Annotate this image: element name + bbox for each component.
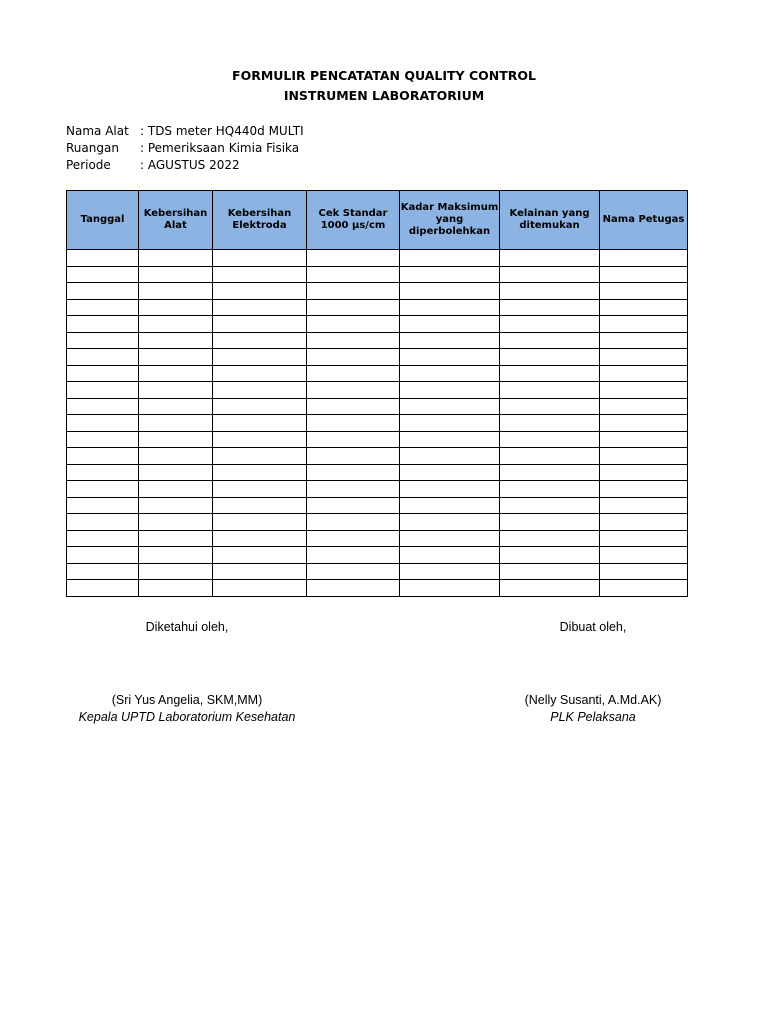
table-cell[interactable] [500,514,600,531]
table-cell[interactable] [67,250,139,267]
table-row [67,497,688,514]
table-cell[interactable] [500,349,600,366]
table-row [67,349,688,366]
table-cell[interactable] [600,547,688,564]
table-cell[interactable] [139,332,213,349]
table-row [67,332,688,349]
table-cell[interactable] [307,250,400,267]
table-cell[interactable] [139,398,213,415]
table-cell[interactable] [67,398,139,415]
table-cell[interactable] [500,316,600,333]
table-cell[interactable] [400,448,500,465]
signature-right-name: (Nelly Susanti, A.Md.AK) [524,693,662,707]
table-cell[interactable] [213,547,307,564]
table-cell[interactable] [600,332,688,349]
meta-row-periode [66,157,304,174]
table-cell[interactable] [600,283,688,300]
form-title-line2: INSTRUMEN LABORATORIUM [283,88,485,103]
table-cell[interactable] [67,365,139,382]
header-kadar-maksimum: Kadar Maksimum yang diperbolehkan [400,191,500,250]
table-row [67,250,688,267]
table-cell[interactable] [213,464,307,481]
table-cell[interactable] [307,398,400,415]
table-cell[interactable] [139,448,213,465]
table-cell[interactable] [139,514,213,531]
table-row [67,283,688,300]
table-cell[interactable] [307,563,400,580]
table-cell[interactable] [600,530,688,547]
table-row [67,431,688,448]
table-cell[interactable] [67,332,139,349]
header-cek-standar: Cek Standar 1000 µs/cm [307,191,400,250]
meta-key: Periode [66,158,111,172]
table-cell[interactable] [139,563,213,580]
table-cell[interactable] [307,514,400,531]
table-cell[interactable] [600,415,688,432]
table-cell[interactable] [400,382,500,399]
table-cell[interactable] [139,382,213,399]
table-header-row [67,191,688,250]
table-cell[interactable] [400,563,500,580]
table-cell[interactable] [400,481,500,498]
header-nama-petugas: Nama Petugas [600,191,688,250]
meta-key: Ruangan [66,141,119,155]
table-cell[interactable] [213,530,307,547]
table-cell[interactable] [139,497,213,514]
table-cell[interactable] [400,349,500,366]
table-cell[interactable] [400,283,500,300]
table-cell[interactable] [307,349,400,366]
table-cell[interactable] [500,448,600,465]
table-cell[interactable] [600,563,688,580]
table-row [67,316,688,333]
header-kebersihan-elektroda: Kebersihan Elektroda [213,191,307,250]
table-cell[interactable] [67,266,139,283]
table-cell[interactable] [139,365,213,382]
table-cell[interactable] [500,332,600,349]
table-cell[interactable] [600,580,688,597]
table-row [67,448,688,465]
table-cell[interactable] [600,481,688,498]
table-cell[interactable] [307,547,400,564]
table-cell[interactable] [139,316,213,333]
form-title-line1: FORMULIR PENCATATAN QUALITY CONTROL [232,68,536,83]
table-cell[interactable] [213,365,307,382]
table-cell[interactable] [139,299,213,316]
table-cell[interactable] [139,481,213,498]
signature-left-role: Kepala UPTD Laboratorium Kesehatan [78,710,296,724]
table-body [67,250,688,597]
table-cell[interactable] [307,332,400,349]
form-metadata [66,123,304,174]
meta-row-nama-alat [66,123,304,140]
table-cell[interactable] [139,266,213,283]
table-cell[interactable] [67,464,139,481]
table-cell[interactable] [307,415,400,432]
table-cell[interactable] [67,497,139,514]
table-cell[interactable] [600,299,688,316]
table-cell[interactable] [600,266,688,283]
table-cell[interactable] [600,316,688,333]
table-cell[interactable] [213,299,307,316]
table-cell[interactable] [139,530,213,547]
table-cell[interactable] [67,514,139,531]
table-cell[interactable] [67,415,139,432]
table-row [67,514,688,531]
table-cell[interactable] [213,382,307,399]
table-row [67,580,688,597]
table-cell[interactable] [500,547,600,564]
table-cell[interactable] [500,580,600,597]
table-cell[interactable] [213,497,307,514]
table-cell[interactable] [500,299,600,316]
signature-right-label: Dibuat oleh, [559,620,627,634]
header-kebersihan-alat: Kebersihan Alat [139,191,213,250]
table-cell[interactable] [139,580,213,597]
table-cell[interactable] [400,497,500,514]
table-cell[interactable] [600,382,688,399]
signature-right-role: PLK Pelaksana [550,710,636,724]
table-cell[interactable] [213,448,307,465]
table-cell[interactable] [67,316,139,333]
table-cell[interactable] [500,365,600,382]
table-cell[interactable] [307,464,400,481]
table-row [67,299,688,316]
table-row [67,563,688,580]
table-cell[interactable] [67,563,139,580]
table-cell[interactable] [400,547,500,564]
table-cell[interactable] [500,530,600,547]
table-cell[interactable] [307,431,400,448]
table-cell[interactable] [213,250,307,267]
table-cell[interactable] [400,580,500,597]
table-cell[interactable] [67,283,139,300]
table-cell[interactable] [213,398,307,415]
table-cell[interactable] [600,497,688,514]
table-cell[interactable] [307,497,400,514]
table-cell[interactable] [400,431,500,448]
table-cell[interactable] [139,250,213,267]
table-cell[interactable] [307,266,400,283]
meta-value: : TDS meter HQ440d MULTI [140,124,304,138]
table-cell[interactable] [307,299,400,316]
table-cell[interactable] [500,266,600,283]
table-cell[interactable] [500,382,600,399]
table-cell[interactable] [307,481,400,498]
table-cell[interactable] [400,299,500,316]
table-cell[interactable] [600,514,688,531]
table-cell[interactable] [600,365,688,382]
table-row [67,365,688,382]
table-cell[interactable] [400,530,500,547]
table-cell[interactable] [213,415,307,432]
table-cell[interactable] [213,349,307,366]
table-cell[interactable] [67,299,139,316]
table-cell[interactable] [307,283,400,300]
table-row [67,481,688,498]
table-cell[interactable] [307,382,400,399]
table-cell[interactable] [213,431,307,448]
table-cell[interactable] [307,530,400,547]
table-row [67,547,688,564]
table-cell[interactable] [213,514,307,531]
table-row [67,415,688,432]
table-cell[interactable] [67,530,139,547]
table-cell[interactable] [400,316,500,333]
table-cell[interactable] [400,250,500,267]
table-cell[interactable] [67,448,139,465]
table-cell[interactable] [67,547,139,564]
header-kelainan: Kelainan yang ditemukan [500,191,600,250]
table-cell[interactable] [139,415,213,432]
table-cell[interactable] [500,250,600,267]
table-cell[interactable] [400,415,500,432]
signature-left-label: Diketahui oleh, [145,620,229,634]
table-cell[interactable] [400,398,500,415]
table-row [67,266,688,283]
table-cell[interactable] [600,349,688,366]
table-row [67,464,688,481]
table-cell[interactable] [67,481,139,498]
table-cell[interactable] [600,448,688,465]
table-cell[interactable] [400,266,500,283]
table-cell[interactable] [213,283,307,300]
qc-record-table [66,190,688,597]
table-cell[interactable] [500,464,600,481]
table-row [67,398,688,415]
table-cell[interactable] [500,283,600,300]
table-cell[interactable] [213,316,307,333]
signature-left-name: (Sri Yus Angelia, SKM,MM) [111,693,263,707]
table-cell[interactable] [400,464,500,481]
table-cell[interactable] [600,431,688,448]
table-cell[interactable] [500,497,600,514]
table-cell[interactable] [307,580,400,597]
table-cell[interactable] [307,448,400,465]
table-row [67,382,688,399]
table-cell[interactable] [500,415,600,432]
table-cell[interactable] [500,431,600,448]
table-cell[interactable] [400,365,500,382]
table-cell[interactable] [67,382,139,399]
table-cell[interactable] [139,431,213,448]
table-cell[interactable] [213,580,307,597]
table-cell[interactable] [500,481,600,498]
table-cell[interactable] [500,563,600,580]
meta-value: : AGUSTUS 2022 [140,158,240,172]
table-cell[interactable] [139,349,213,366]
table-cell[interactable] [307,316,400,333]
table-row [67,530,688,547]
table-cell[interactable] [139,464,213,481]
table-cell[interactable] [600,464,688,481]
table-cell[interactable] [500,398,600,415]
table-cell[interactable] [67,349,139,366]
table-cell[interactable] [67,431,139,448]
table-cell[interactable] [307,365,400,382]
table-cell[interactable] [213,266,307,283]
table-cell[interactable] [139,283,213,300]
table-cell[interactable] [139,547,213,564]
table-cell[interactable] [600,398,688,415]
table-cell[interactable] [67,580,139,597]
header-tanggal: Tanggal [67,191,139,250]
table-cell[interactable] [213,481,307,498]
meta-value: : Pemeriksaan Kimia Fisika [140,141,300,155]
table-cell[interactable] [213,332,307,349]
meta-key: Nama Alat [66,124,129,138]
meta-row-ruangan [66,140,304,157]
table-cell[interactable] [400,332,500,349]
table-cell[interactable] [213,563,307,580]
table-cell[interactable] [600,250,688,267]
table-cell[interactable] [400,514,500,531]
